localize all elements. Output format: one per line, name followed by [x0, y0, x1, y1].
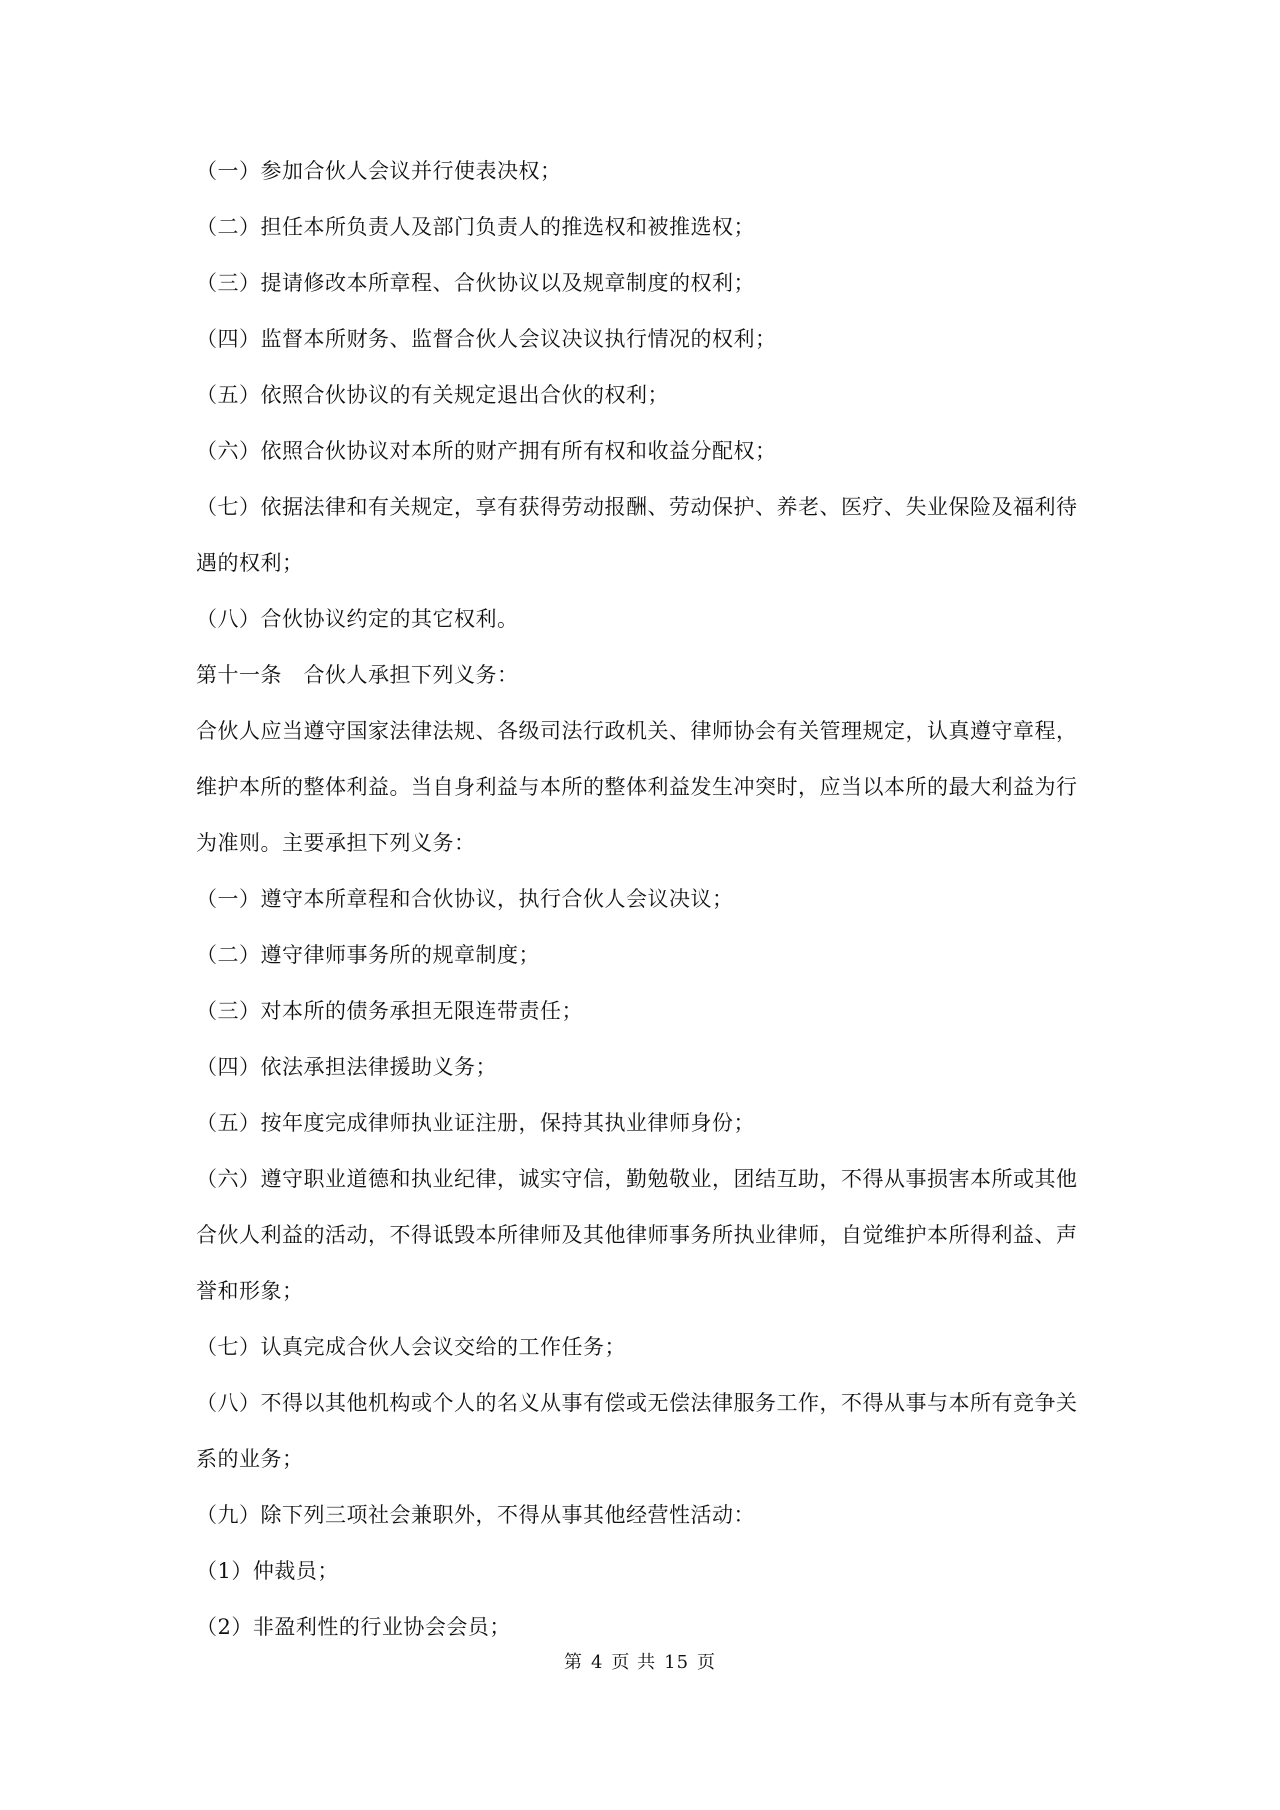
text-line: （三）提请修改本所章程、合伙协议以及规章制度的权利；: [196, 271, 755, 295]
current-page-number: 4: [590, 1652, 604, 1673]
footer-prefix: 第: [563, 1652, 583, 1673]
text-line: （三）对本所的债务承担无限连带责任；: [196, 999, 583, 1023]
footer-suffix: 页: [697, 1652, 717, 1673]
text-line: （2）非盈利性的行业协会会员；: [196, 1615, 511, 1639]
text-line: （五）按年度完成律师执业证注册，保持其执业律师身份；: [196, 1111, 755, 1135]
text-line: （六）依照合伙协议对本所的财产拥有所有权和收益分配权；: [196, 439, 777, 463]
total-page-count: 15: [664, 1652, 690, 1673]
text-line: （一）遵守本所章程和合伙协议，执行合伙人会议决议；: [196, 887, 734, 911]
footer-middle: 页 共: [611, 1652, 657, 1673]
text-line: 合伙人应当遵守国家法律法规、各级司法行政机关、律师协会有关管理规定，认真遵守章程，: [196, 719, 1078, 743]
text-line: 为准则。主要承担下列义务：: [196, 831, 476, 855]
text-line: （四）依法承担法律援助义务；: [196, 1055, 497, 1079]
text-line: （八）合伙协议约定的其它权利。: [196, 607, 519, 631]
text-line: 系的业务；: [196, 1447, 304, 1471]
text-line: 遇的权利；: [196, 551, 304, 575]
text-line: 维护本所的整体利益。当自身利益与本所的整体利益发生冲突时，应当以本所的最大利益为行: [196, 775, 1078, 799]
article-heading: 第十一条 合伙人承担下列义务：: [196, 663, 519, 687]
document-body: [196, 143, 1096, 1655]
text-line: （二）遵守律师事务所的规章制度；: [196, 943, 540, 967]
text-line: （一）参加合伙人会议并行使表决权；: [196, 159, 562, 183]
text-line: （九）除下列三项社会兼职外，不得从事其他经营性活动：: [196, 1503, 755, 1527]
text-line: 誉和形象；: [196, 1279, 304, 1303]
page-footer: [0, 1648, 1280, 1674]
text-line: （五）依照合伙协议的有关规定退出合伙的权利；: [196, 383, 669, 407]
text-line: 合伙人利益的活动，不得诋毁本所律师及其他律师事务所执业律师，自觉维护本所得利益、声: [196, 1223, 1078, 1247]
text-line: （1）仲裁员；: [196, 1559, 339, 1583]
text-line: （六）遵守职业道德和执业纪律，诚实守信，勤勉敬业，团结互助，不得从事损害本所或其他: [196, 1167, 1078, 1191]
text-line: （四）监督本所财务、监督合伙人会议决议执行情况的权利；: [196, 327, 777, 351]
text-line: （八）不得以其他机构或个人的名义从事有偿或无偿法律服务工作，不得从事与本所有竞争关: [196, 1391, 1078, 1415]
text-line: （二）担任本所负责人及部门负责人的推选权和被推选权；: [196, 215, 755, 239]
text-line: （七）认真完成合伙人会议交给的工作任务；: [196, 1335, 626, 1359]
text-line: （七）依据法律和有关规定，享有获得劳动报酬、劳动保护、养老、医疗、失业保险及福利待: [196, 495, 1078, 519]
